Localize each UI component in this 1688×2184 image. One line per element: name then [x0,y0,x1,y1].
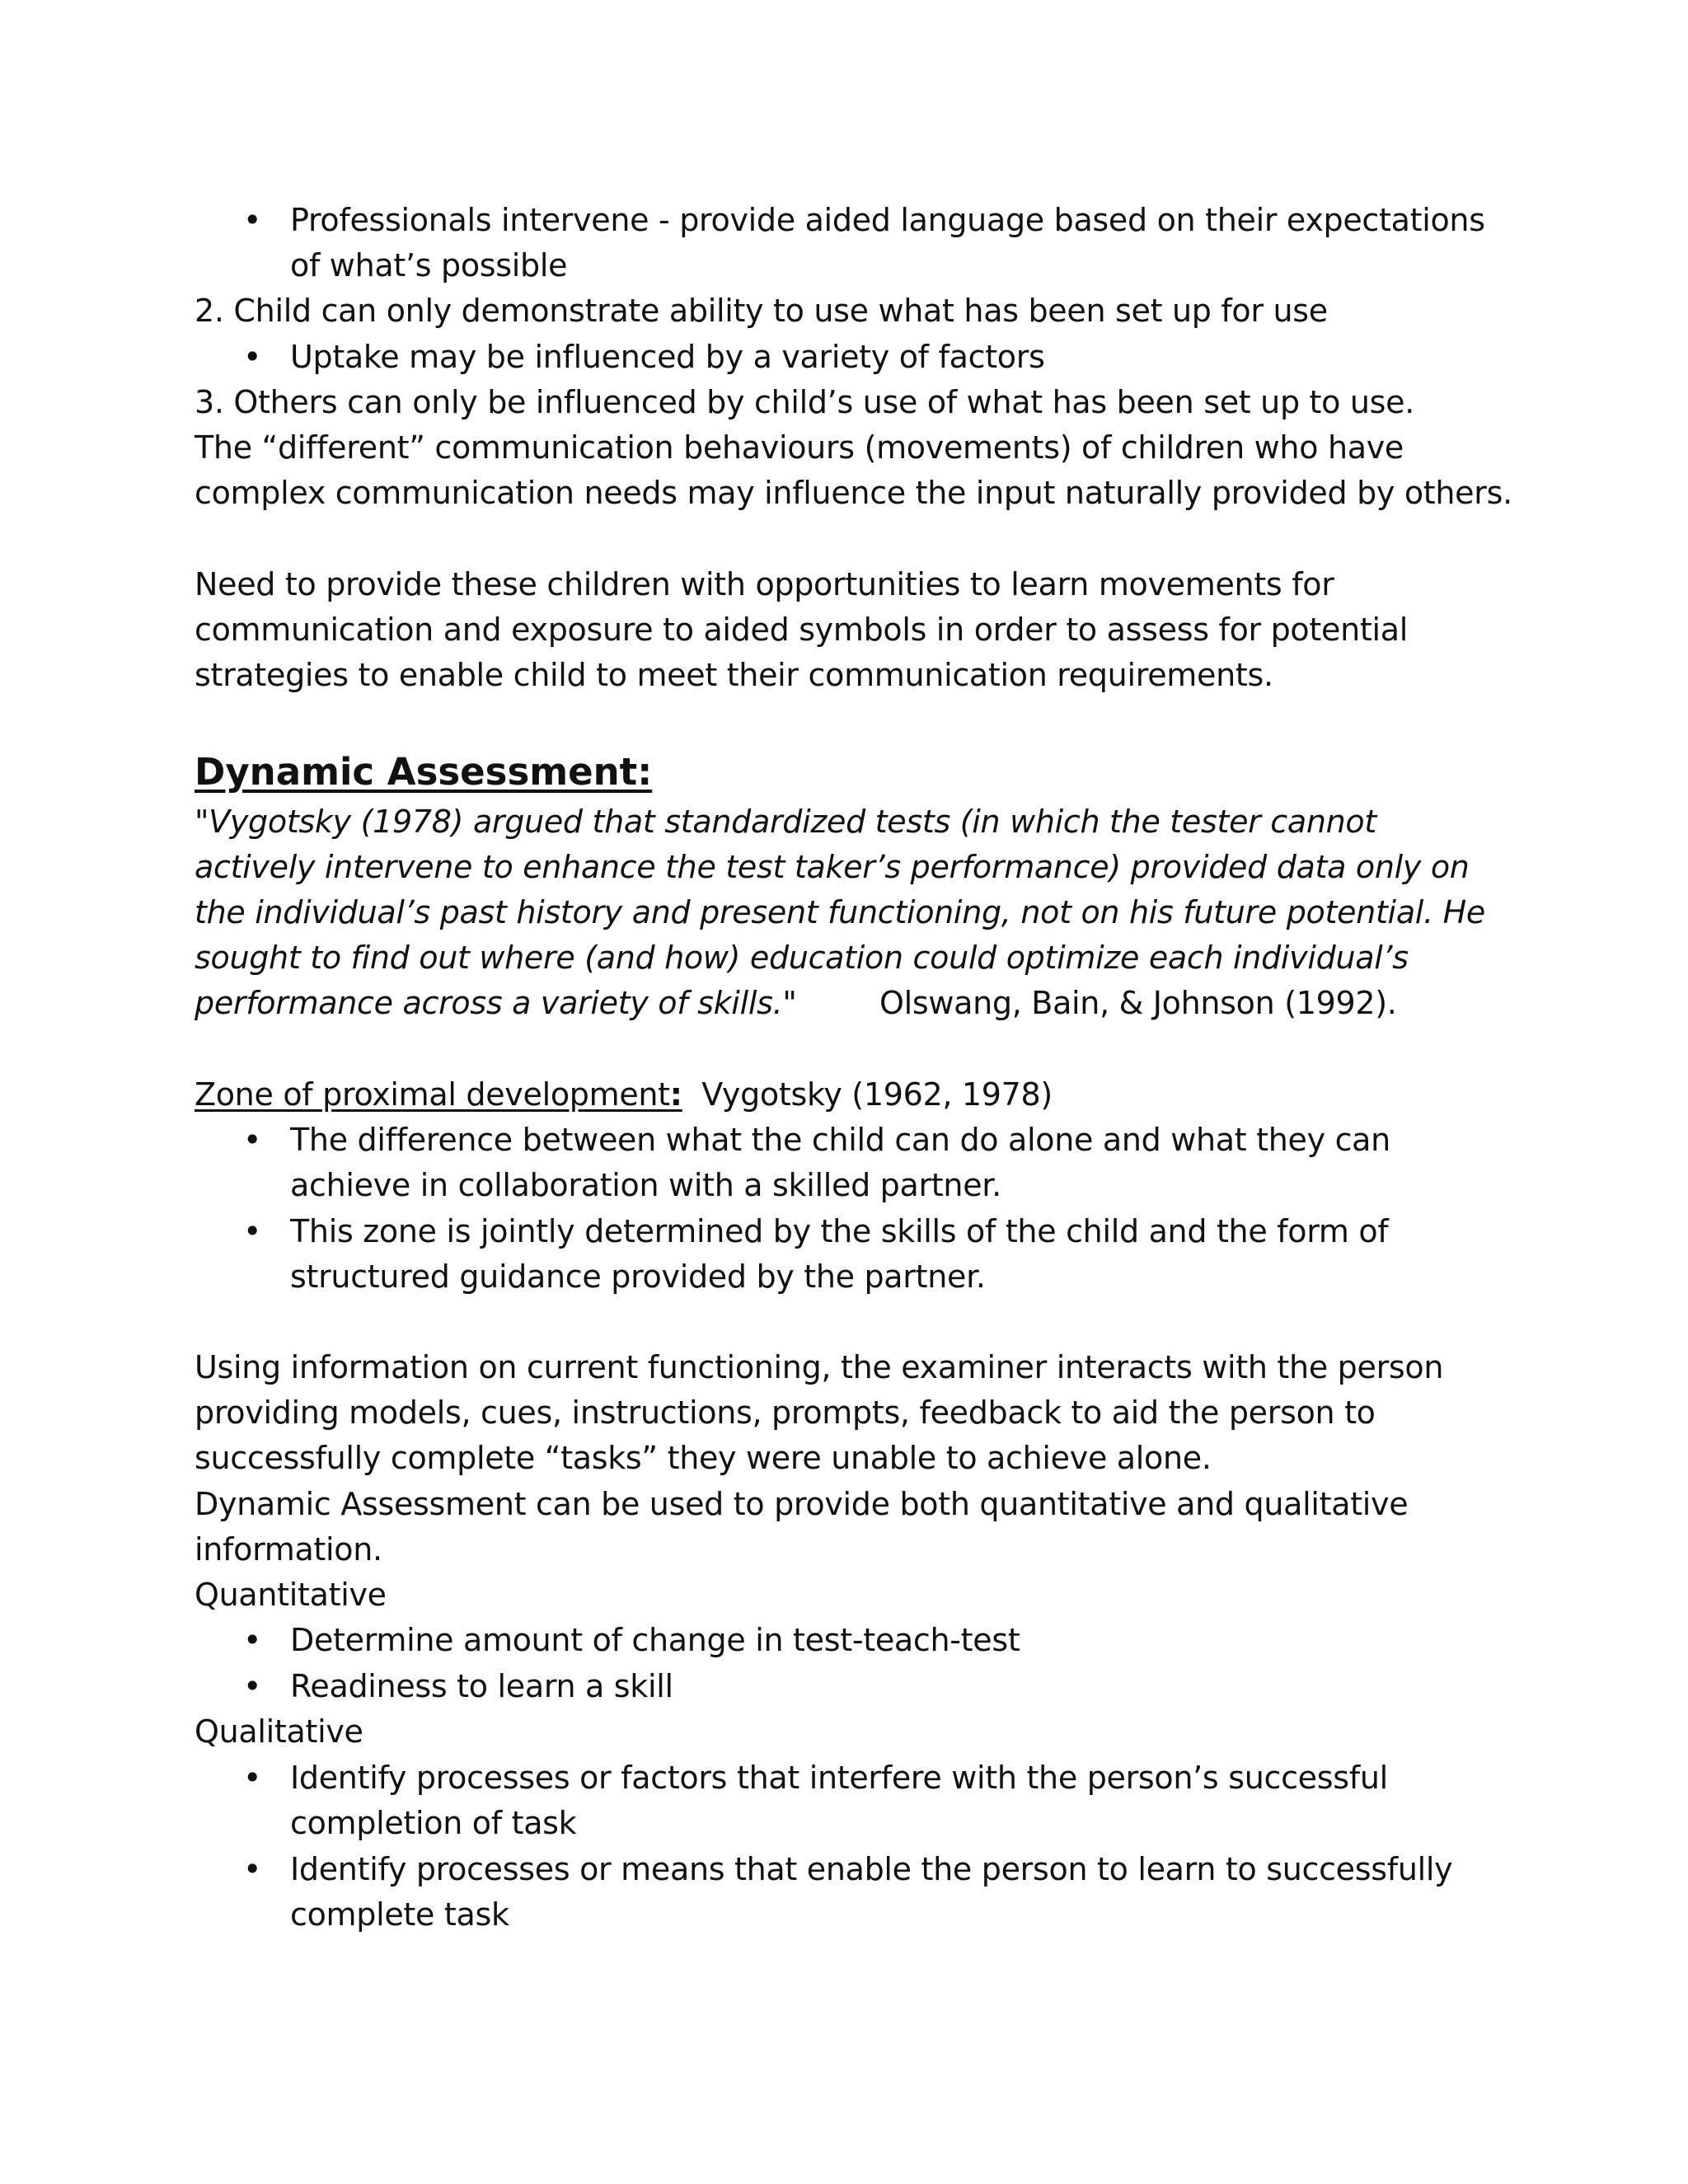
bullet-marker: • [243,1760,262,1796]
bullet-text: This zone is jointly determined by the skills of the child and the form of [290,1213,1389,1249]
bullet-text-continued: structured guidance provided by the partner. [290,1258,986,1295]
quote-line: the individual’s past history and present functioning, not on his future potential. He [195,894,1485,930]
quote-line: performance across a variety of skills." [195,985,797,1021]
bullet-text: Professionals intervene - provide aided language based on their expectations [290,202,1485,238]
bullet-text-continued: achieve in collaboration with a skilled partner. [290,1167,1001,1203]
qualitative-label: Qualitative [195,1713,363,1750]
paragraph-line: Using information on current functioning, the examiner interacts with the person [195,1349,1444,1385]
bullet-text-continued: complete task [290,1896,509,1933]
paragraph-line: strategies to enable child to meet their communication requirements. [195,657,1273,693]
citation: Olswang, Bain, & Johnson (1992). [879,985,1397,1021]
quote-line: "Vygotsky (1978) argued that standardized tests (in which the tester cannot [195,804,1376,840]
numbered-item-3: 3. Others can only be influenced by child’s use of what has been set up to use. [195,384,1415,420]
bullet-text: Readiness to learn a skill [290,1668,673,1704]
section-heading: Dynamic Assessment: [195,750,653,794]
paragraph-line: The “different” communication behaviours (movements) of children who have [195,429,1404,466]
quantitative-label: Quantitative [195,1577,387,1613]
zone-heading-line [195,1073,1053,1116]
paragraph-line: successfully complete “tasks” they were unable to achieve alone. [195,1440,1212,1476]
bullet-marker: • [243,1622,262,1658]
bullet-text-continued: of what’s possible [290,247,568,284]
numbered-item-2: 2. Child can only demonstrate ability to use what has been set up for use [195,293,1328,329]
paragraph-line: communication and exposure to aided symbols in order to assess for potential [195,612,1408,648]
bullet-marker: • [243,202,262,238]
bullet-text: Identify processes or means that enable the person to learn to successfully [290,1851,1453,1887]
zone-reference: Vygotsky (1962, 1978) [701,1076,1053,1113]
quote-line: sought to find out where (and how) education could optimize each individual’s [195,940,1409,976]
bullet-marker: • [243,339,262,375]
paragraph-line: Need to provide these children with opportunities to learn movements for [195,566,1334,602]
zone-colon: : [669,1076,682,1113]
quote-line: actively intervene to enhance the test taker’s performance) provided data only on [195,849,1470,885]
bullet-marker: • [243,1851,262,1887]
paragraph-line: Dynamic Assessment can be used to provide both quantitative and qualitative [195,1486,1409,1522]
bullet-marker: • [243,1668,262,1704]
paragraph-line: information. [195,1531,382,1568]
bullet-text: Identify processes or factors that interfere with the person’s successful [290,1760,1388,1796]
bullet-text-continued: completion of task [290,1805,577,1841]
bullet-text: Determine amount of change in test-teach-test [290,1622,1020,1658]
bullet-text: The difference between what the child can do alone and what they can [290,1122,1390,1158]
paragraph-line: complex communication needs may influence the input naturally provided by others. [195,475,1512,511]
paragraph-line: providing models, cues, instructions, prompts, feedback to aid the person to [195,1394,1376,1431]
zone-label: Zone of proximal development [195,1076,670,1113]
bullet-marker: • [243,1213,262,1249]
bullet-text: Uptake may be influenced by a variety of factors [290,339,1045,375]
bullet-marker: • [243,1122,262,1158]
